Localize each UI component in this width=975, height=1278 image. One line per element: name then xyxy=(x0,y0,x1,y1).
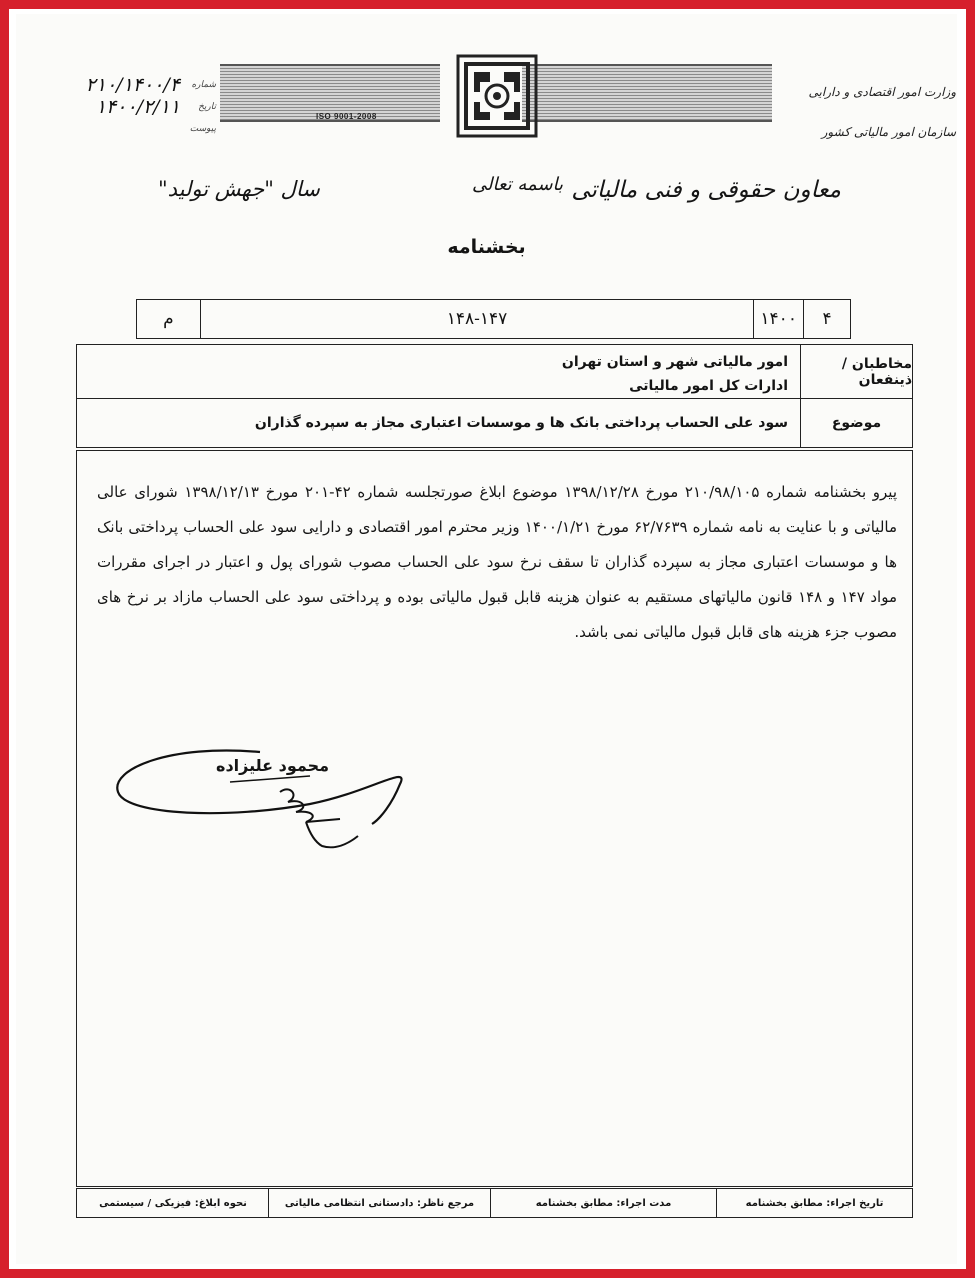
meta-number-label: شماره xyxy=(191,80,216,90)
circular-no: ۴ xyxy=(822,309,832,329)
footer-delivery: نحوه ابلاغ: فیزیکی / سیستمی xyxy=(99,1197,247,1209)
circular-year: ۱۴۰۰ xyxy=(754,300,804,338)
circular-articles: ۱۴۸-۱۴۷ xyxy=(201,300,754,338)
subject-row xyxy=(77,399,912,447)
organization-name: سازمان امور مالیاتی کشور xyxy=(821,125,956,139)
audience-line-2: ادارات کل امور مالیاتی xyxy=(629,378,788,394)
meta-attachment-label: پیوست xyxy=(189,124,216,134)
meta-date-label: تاریخ xyxy=(198,102,216,112)
deputy-title: معاون حقوقی و فنی مالیاتی xyxy=(571,177,841,203)
audience-row xyxy=(77,345,912,399)
meta-attachment-row xyxy=(46,118,216,140)
year-motto: سال "جهش تولید" xyxy=(158,177,320,201)
footer-table xyxy=(76,1188,913,1218)
iso-label: ISO 9001-2008 xyxy=(316,112,377,121)
body-paragraph: پیرو بخشنامه شماره ۲۱۰/۹۸/۱۰۵ مورخ ۱۳۹۸/۱۲/۲۸ موضوع ابلاغ صورتجلسه شماره ۴۲-۲۰۱ مورخ ۱۳۹۸/۱۲/۱۳ شورای عالی مالیاتی و با عنایت به نامه شماره ۶۲/۷۶۳۹ مورخ ۱۴۰۰/۱/۲۱ وزیر محترم امور اقتصادی و دارایی سود علی الحساب پرداختی بانک ها و موسسات اعتباری مجاز به سپرده گذاران تا سقف نرخ سود علی الحساب مصوب شورای پول و اعتبار در اجرای مقررات مواد ۱۴۷ و ۱۴۸ قانون مالیاتهای مستقیم به عنوان هزینه قابل قبول مالیاتی بوده و پرداختی سود علی الحساب مازاد بر نرخ های مصوب جزء هزینه های قابل قبول مالیاتی نمی باشد. xyxy=(97,483,898,641)
audience-line-1: امور مالیاتی شهر و استان تهران xyxy=(561,354,788,370)
circular-number-row xyxy=(136,299,851,339)
signature xyxy=(110,724,440,864)
signer-name: محمود علیزاده xyxy=(216,756,330,775)
subject-value: سود علی الحساب پرداختی بانک ها و موسسات اعتباری مجاز به سپرده گذاران xyxy=(254,415,788,431)
footer-exec-date: تاریخ اجراء: مطابق بخشنامه xyxy=(716,1189,912,1217)
meta-date-row xyxy=(46,96,216,118)
circular-code: م xyxy=(137,300,201,338)
audience-value xyxy=(77,345,800,398)
subject-label: موضوع xyxy=(800,399,912,447)
ministry-name: وزارت امور اقتصادی و دارایی xyxy=(808,85,956,99)
ministry-header xyxy=(756,72,956,152)
footer-reference: مرجع ناظر: دادستانی انتظامی مالیاتی xyxy=(268,1189,490,1217)
meta-date-value: ۱۴۰۰/۲/۱۱ xyxy=(95,96,180,118)
letter-meta xyxy=(46,74,216,140)
footer-duration: مدت اجراء: مطابق بخشنامه xyxy=(490,1189,716,1217)
meta-number-value: ۲۱۰/۱۴۰۰/۴ xyxy=(85,74,180,96)
bismillah: باسمه تعالی xyxy=(472,174,564,195)
document-title: بخشنامه xyxy=(447,236,526,258)
organization-emblem xyxy=(456,54,538,138)
meta-number-row xyxy=(46,74,216,96)
audience-label: مخاطبان /ذینفعان xyxy=(800,345,912,398)
document-page xyxy=(16,14,957,1264)
addressee-table xyxy=(76,344,913,448)
header-band-right xyxy=(522,64,772,122)
